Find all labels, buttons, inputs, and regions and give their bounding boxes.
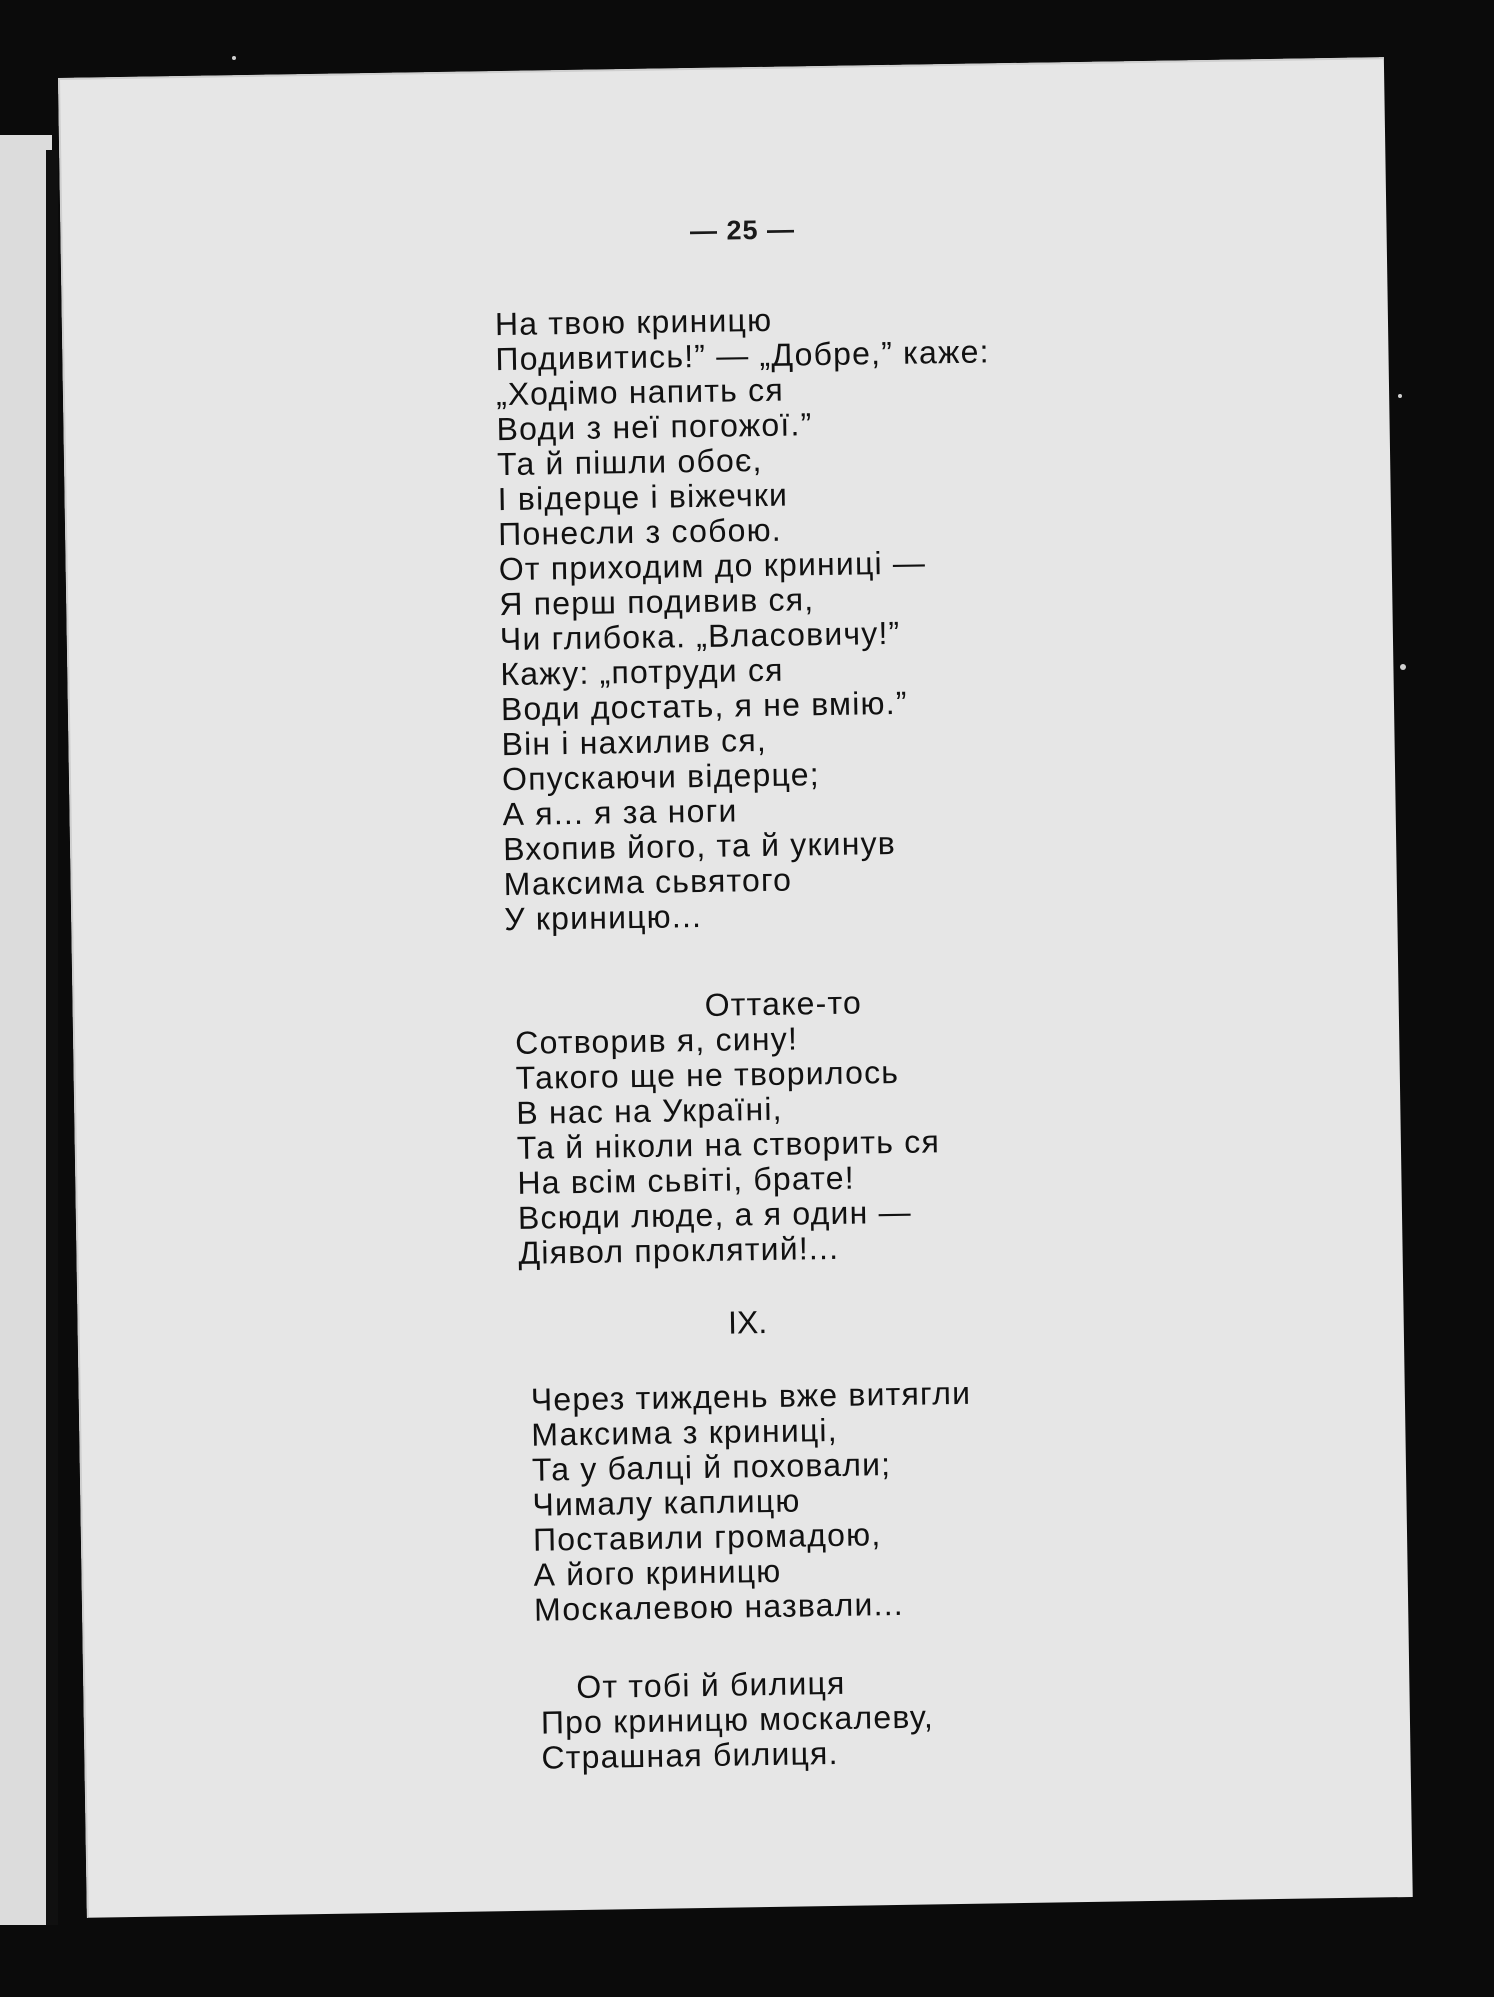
verse-line: Я перш подивив ся, [499, 581, 815, 623]
scan-speck [1400, 664, 1406, 670]
verse-line: Кажу: „потруди ся [500, 651, 784, 693]
verse-line: Та й пішли обоє, [496, 441, 763, 483]
book-gutter [46, 150, 58, 1925]
verse-line: Чи глибока. „Власовичу!” [499, 614, 901, 658]
verse-line: Води з неї погожої.” [496, 406, 813, 448]
verse-line: Поставили громадою, [532, 1516, 882, 1558]
verse-line: Він і нахилив ся, [501, 721, 768, 763]
verse-stanza-2 [514, 984, 941, 1271]
verse-line: От тобі й билиця [576, 1664, 846, 1706]
verse-line: Води достать, я не вмію.” [500, 684, 908, 728]
verse-line: А я... я за ноги [502, 792, 738, 833]
verse-line: На всім сьвіті, брате! [517, 1159, 856, 1201]
verse-line: Москалевою назвали... [533, 1585, 905, 1628]
verse-line: Всюди люде, а я один — [517, 1193, 913, 1236]
verse-line: Діявол проклятий!... [518, 1229, 840, 1271]
verse-line: Подивитись!” — „Добре,” каже: [495, 333, 990, 378]
verse-line: У криницю... [503, 897, 703, 938]
verse-line: От приходим до криниці — [498, 544, 927, 588]
verse-line: Понесли з собою. [497, 511, 783, 553]
verse-line: Про криницю москалеву, [540, 1698, 935, 1741]
verse-line: Через тиждень вже витягли [530, 1374, 972, 1418]
verse-line: В нас на Україні, [516, 1090, 783, 1131]
verse-line: Максима з криниці, [531, 1411, 839, 1453]
verse-line: Такого ще не творилось [515, 1053, 900, 1096]
verse-line: Опускаючи відерце; [501, 756, 821, 798]
page-number: — 25 — [689, 214, 796, 247]
verse-line: „Ходімо напить ся [495, 371, 785, 413]
scan-speck [1398, 394, 1402, 398]
verse-line: Оттаке-то [704, 984, 863, 1023]
verse-line: І відерце і віжечки [497, 476, 789, 518]
verse-line: Вхопив його, та й укинув [502, 824, 897, 868]
verse-line: А його криницю [533, 1552, 782, 1593]
verse-line: Максима сьвятого [503, 861, 793, 903]
verse-stanza-3 [531, 1376, 975, 1628]
scan-speck [232, 56, 236, 60]
verse-line: Та у балці й поховали; [531, 1446, 892, 1488]
verse-stanza-1 [495, 299, 999, 937]
verse-line: Та й ніколи на створить ся [516, 1123, 941, 1166]
verse-line: Сотворив я, сину! [514, 1020, 799, 1061]
section-heading: IX. [727, 1304, 768, 1341]
facing-page-edge [0, 135, 52, 1925]
verse-line: На твою криницю [494, 301, 773, 343]
verse-line: Чималу каплицю [532, 1482, 801, 1523]
book-page [58, 57, 1413, 1918]
verse-stanza-4 [540, 1664, 935, 1775]
verse-line: Страшная билиця. [541, 1734, 839, 1776]
